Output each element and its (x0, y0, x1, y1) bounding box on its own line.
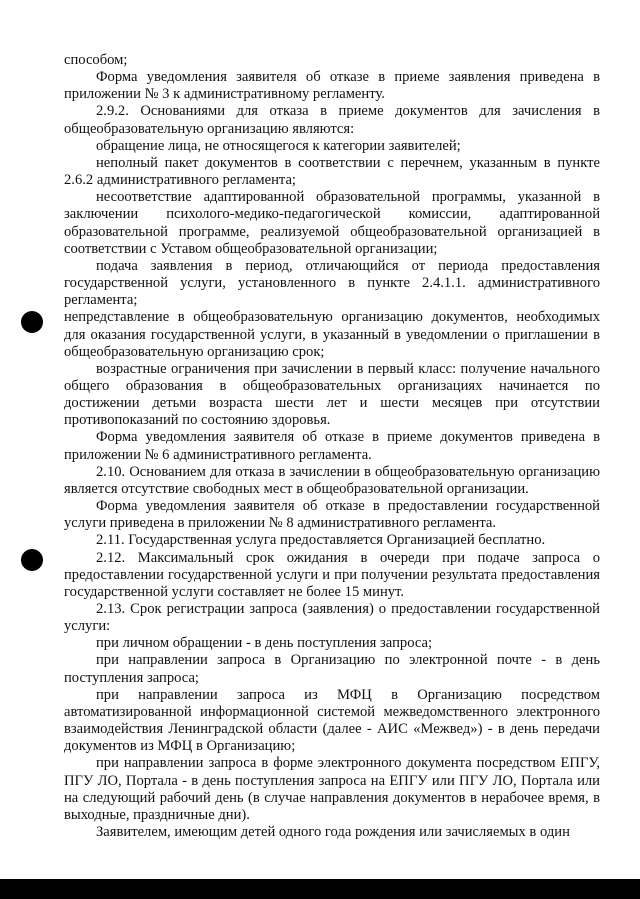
paragraph: при направлении запроса в Организацию по электронной почте - в день поступления запроса; (64, 652, 600, 686)
paragraph: 2.13. Срок регистрации запроса (заявления) о предоставлении государственной услуги: (64, 601, 600, 635)
paragraph: при направлении запроса в форме электронного документа посредством ЕПГУ, ПГУ ЛО, Портала - в день поступления запроса на ЕПГУ или ПГУ ЛО, Портала или на следующий рабочий день (в случае направления документов в нерабочее время, в выходные, праздничные дни). (64, 755, 600, 823)
paragraph: способом; (64, 52, 128, 68)
punch-hole-mark (21, 311, 43, 333)
paragraph: 2.12. Максимальный срок ожидания в очереди при подаче запроса о предоставлении государственной услуги и при получении результата предоставления государственной услуги составляет не более 15 минут. (64, 549, 600, 600)
paragraph: Форма уведомления заявителя об отказе в приеме заявления приведена в приложении № 3 к административному регламенту. (64, 69, 600, 103)
punch-hole-mark (21, 549, 43, 571)
paragraph: при личном обращении - в день поступления запроса; (96, 635, 433, 652)
paragraph: 2.11. Государственная услуга предоставляется Организацией бесплатно. (96, 532, 546, 549)
paragraph: непредставление в общеобразовательную организацию документов, необходимых для оказания государственной услуги, в указанный в уведомлении о приглашении в общеобразовательную организацию срок; (64, 309, 600, 360)
paragraph: Форма уведомления заявителя об отказе в предоставлении государственной услуги приведена в приложении № 8 административного регламента. (64, 498, 600, 532)
paragraph: подача заявления в период, отличающийся от периода предоставления государственной услуги, установленного в пункте 2.4.1.1. административного регламента; (64, 257, 600, 309)
paragraph: неполный пакет документов в соответствии с перечнем, указанным в пункте 2.6.2 административного регламента; (64, 154, 600, 189)
paragraph: обращение лица, не относящегося к категории заявителей; (96, 137, 461, 154)
document-body (64, 52, 600, 841)
scan-bottom-edge (0, 879, 640, 899)
paragraph: Форма уведомления заявителя об отказе в приеме документов приведена в приложении № 6 административного регламента. (64, 429, 600, 463)
paragraph: несоответствие адаптированной образовательной программы, указанной в заключении психолого-медико-педагогической комиссии, адаптированной образовательной программе, реализуемой общеобразовательной организацией в соответствии с Уставом общеобразовательной организации; (64, 189, 600, 257)
paragraph: 2.9.2. Основаниями для отказа в приеме документов для зачисления в общеобразовательную организацию являются: (64, 103, 600, 137)
paragraph: Заявителем, имеющим детей одного года рождения или зачисляемых в один (96, 824, 570, 841)
paragraph: возрастные ограничения при зачислении в первый класс: получение начального общего образования в общеобразовательных организациях начинается по достижении детьми возраста шести лет и шести месяцев при отсутствии противопоказаний по состоянию здоровья. (64, 360, 600, 429)
paragraph: 2.10. Основанием для отказа в зачислении в общеобразовательную организацию является отсутствие свободных мест в общеобразовательной организации. (64, 463, 600, 497)
paragraph: при направлении запроса из МФЦ в Организацию посредством автоматизированной информационной системой межведомственного электронного взаимодействия Ленинградской области (далее - АИС «Межвед») - в день передачи документов из МФЦ в Организацию; (64, 686, 600, 755)
